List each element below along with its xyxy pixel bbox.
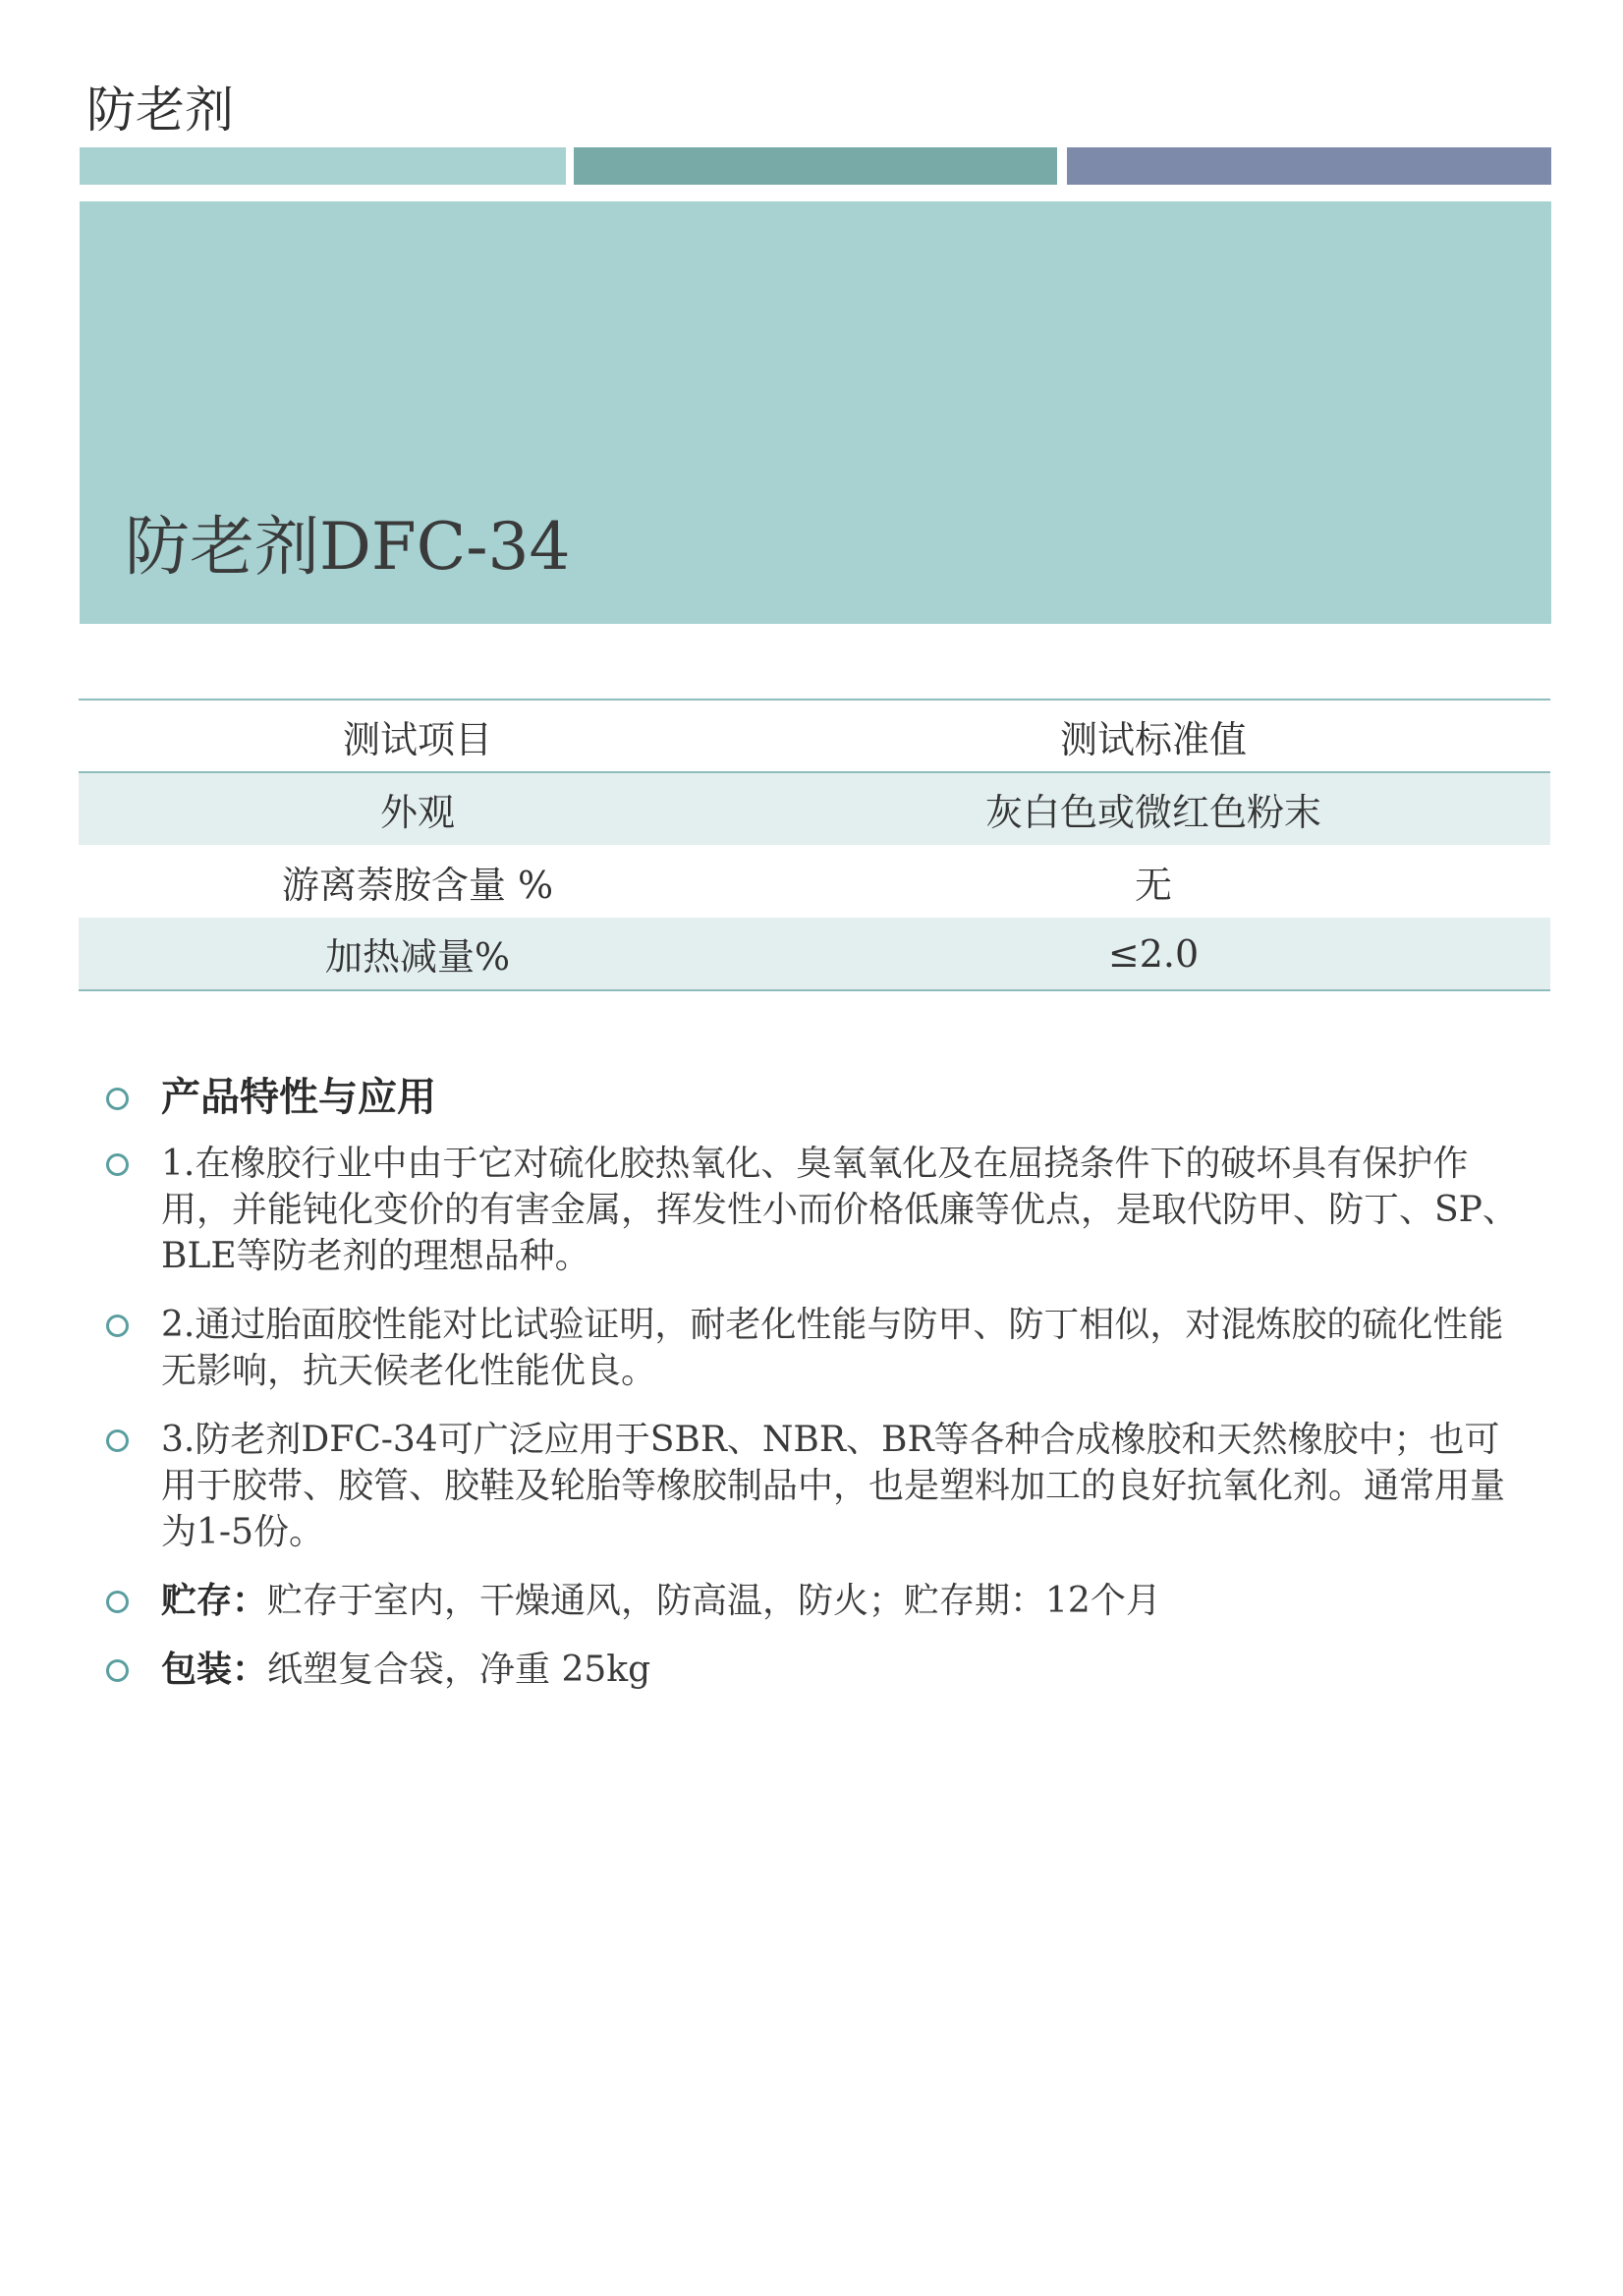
table-cell-value: 灰白色或微红色粉末 bbox=[756, 772, 1550, 845]
feature-text-1: 1.在橡胶行业中由于它对硫化胶热氧化、臭氧氧化及在屈挠条件下的破坏具有保护作用，并能钝化变价的有害金属，挥发性小而价格低廉等优点，是取代防甲、防丁、SP、BLE等防老剂的理想品种。 bbox=[161, 1144, 1518, 1276]
color-bar-1 bbox=[80, 147, 566, 185]
section-heading: 产品特性与应用 bbox=[161, 1074, 436, 1120]
storage-text: 贮存于室内，干燥通风，防高温，防火；贮存期：12个月 bbox=[267, 1581, 1161, 1621]
color-bar-2 bbox=[574, 147, 1057, 185]
product-title: 防老剂DFC-34 bbox=[125, 509, 571, 585]
table-row bbox=[79, 918, 1550, 990]
circle-bullet-icon bbox=[106, 1315, 129, 1337]
feature-text-3: 3.防老剂DFC-34可广泛应用于SBR、NBR、BR等各种合成橡胶和天然橡胶中；也可用于胶带、胶管、胶鞋及轮胎等橡胶制品中，也是塑料加工的良好抗氧化剂。通常用量为1-5份。 bbox=[161, 1420, 1506, 1552]
table-cell-item: 加热减量% bbox=[79, 918, 756, 990]
list-item bbox=[106, 1578, 1521, 1624]
color-bar-3 bbox=[1067, 147, 1551, 185]
category-label: 防老剂 bbox=[86, 82, 234, 139]
packing-text: 纸塑复合袋，净重 25kg bbox=[267, 1650, 651, 1690]
color-bar-strip bbox=[80, 147, 1551, 185]
table-row bbox=[79, 845, 1550, 918]
table-cell-item: 游离萘胺含量 % bbox=[281, 863, 554, 907]
storage-label: 贮存： bbox=[161, 1580, 268, 1621]
circle-bullet-icon bbox=[106, 1088, 129, 1110]
list-item bbox=[106, 1071, 1521, 1124]
table-header-value: 测试标准值 bbox=[756, 700, 1550, 772]
circle-bullet-icon bbox=[106, 1153, 129, 1176]
table-header-row bbox=[79, 700, 1550, 772]
table-cell-value: 无 bbox=[1134, 863, 1172, 907]
circle-bullet-icon bbox=[106, 1659, 129, 1682]
table-cell-value: ≤2.0 bbox=[756, 918, 1550, 990]
hero-panel bbox=[80, 201, 1551, 624]
table-row bbox=[79, 772, 1550, 845]
circle-bullet-icon bbox=[106, 1591, 129, 1613]
table-header-item: 测试项目 bbox=[79, 700, 756, 772]
table-cell-item: 外观 bbox=[79, 772, 756, 845]
spec-table bbox=[79, 699, 1550, 991]
list-item bbox=[106, 1647, 1521, 1693]
list-item bbox=[106, 1141, 1521, 1279]
feature-list bbox=[106, 1071, 1521, 1715]
list-item bbox=[106, 1302, 1521, 1394]
packing-label: 包装： bbox=[161, 1649, 268, 1690]
feature-text-2: 2.通过胎面胶性能对比试验证明，耐老化性能与防甲、防丁相似，对混炼胶的硫化性能无影响，抗天候老化性能优良。 bbox=[161, 1305, 1504, 1391]
list-item bbox=[106, 1417, 1521, 1555]
circle-bullet-icon bbox=[106, 1429, 129, 1452]
